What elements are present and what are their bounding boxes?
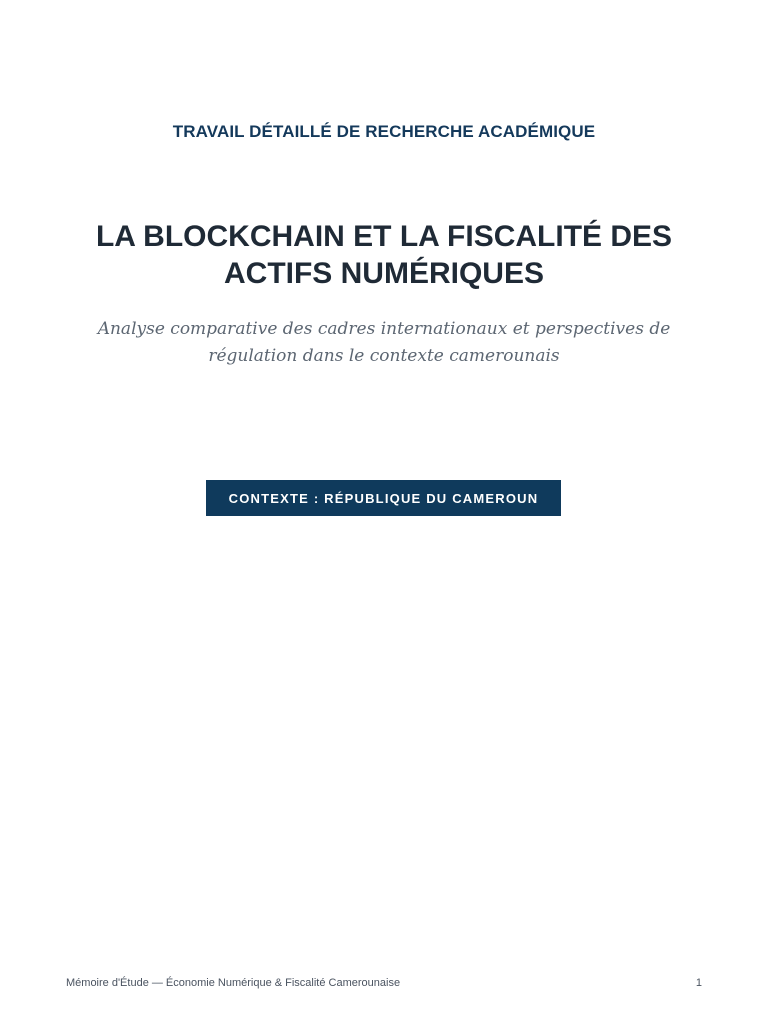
footer-page-number: 1 bbox=[695, 977, 702, 989]
title-line-2: ACTIFS NUMÉRIQUES bbox=[223, 257, 544, 290]
document-kicker: TRAVAIL DÉTAILLÉ DE RECHERCHE ACADÉMIQUE bbox=[172, 122, 596, 141]
context-badge: CONTEXTE : RÉPUBLIQUE DU CAMEROUN bbox=[206, 480, 561, 516]
subtitle-line-1: Analyse comparative des cadres internationaux et perspectives de bbox=[97, 319, 671, 339]
title-line-1: LA BLOCKCHAIN ET LA FISCALITÉ DES bbox=[95, 220, 673, 253]
subtitle-line-2: régulation dans le contexte camerounais bbox=[208, 346, 560, 366]
footer-running-title: Mémoire d'Étude — Économie Numérique & Fiscalité Camerounaise bbox=[66, 977, 401, 989]
document-subtitle bbox=[90, 316, 678, 370]
document-title bbox=[60, 218, 708, 292]
